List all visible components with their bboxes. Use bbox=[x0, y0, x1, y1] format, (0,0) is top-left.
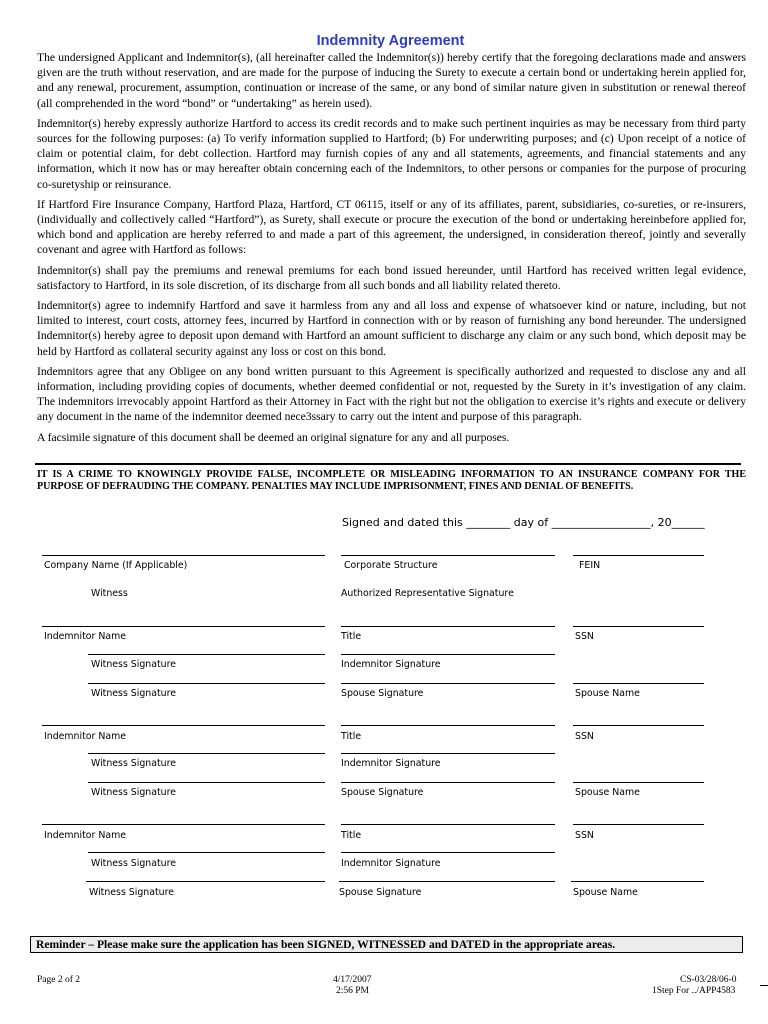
indemnitor3-name-label: Indemnitor Name bbox=[44, 830, 127, 841]
indemnitor1-witness-sig-line-1[interactable] bbox=[88, 654, 325, 655]
indemnitor1-spouse-sig-line[interactable] bbox=[341, 683, 555, 684]
paragraph-certification: The undersigned Applicant and Indemnitor(s), (all hereinafter called the Indemnitor(s)) hereby certify that the foregoing declarations made and answers given are the truth without reservation, and are made for the purpose of inducing the Surety to execute a certain bond or undertaking herein applied for, and any renewal, procurement, assumption, continuation or increase of the same, or any bond of similar nature given in substitution or renewal thereof (all comprehended in the word “bond” or “undertaking” as herein used). bbox=[37, 51, 746, 110]
indemnitor1-spouse-sig-label: Spouse Signature bbox=[341, 688, 424, 699]
indemnitor1-spouse-name-line[interactable] bbox=[573, 683, 704, 684]
indemnitor2-spouse-name-label: Spouse Name bbox=[575, 787, 640, 798]
paragraph-indemnify: Indemnitor(s) agree to indemnify Hartford and save it harmless from any and all loss and expense of whatsoever kind or nature, including, but not limited to interest, court costs, attorney fees, incurred by Hartford in connection with or by reason of furnishing any bond hereunder. The undersigned Indemnitor(s) hereby agree to deposit upon demand with Hartford an amount sufficient to discharge any claim or any such bond, which deposit may be held by Hartford as collateral security against any loss or cost on this bond. bbox=[37, 299, 746, 358]
paragraph-facsimile: A facsimile signature of this document shall be deemed an original signature for any and all purposes. bbox=[37, 430, 510, 444]
indemnitor3-ssn-label: SSN bbox=[575, 830, 594, 841]
indemnitor3-ssn-line[interactable] bbox=[573, 824, 704, 825]
reminder-box: Reminder – Please make sure the application has been SIGNED, WITNESSED and DATED in the appropriate areas. bbox=[30, 936, 743, 953]
indemnitor2-name-line[interactable] bbox=[42, 725, 325, 726]
authorized-rep-signature-label: Authorized Representative Signature bbox=[341, 588, 514, 599]
indemnitor1-witness-sig-label-1: Witness Signature bbox=[91, 659, 177, 670]
corporate-structure-label: Corporate Structure bbox=[344, 560, 438, 571]
paragraph-obligee: Indemnitors agree that any Obligee on any bond written pursuant to this Agreement is specifically authorized and requested to disclose any and all information, including providing copies of documents, whether deemed confidential or not, requested by the Surety in it’s investigation of any claim. The indemnitors irrevocably appoint Hartford as their Attorney in Fact with the right but not the obligation to exercise it’s rights and execute or delivery any document in the name of the indemnitor deemed nece3ssary to carry out the intent and purpose of this paragraph. bbox=[37, 364, 746, 424]
footer-time: 2:56 PM bbox=[336, 986, 369, 996]
footer-page-number: Page 2 of 2 bbox=[37, 975, 81, 985]
indemnitor3-title-line[interactable] bbox=[341, 824, 555, 825]
paragraph-premiums: Indemnitor(s) shall pay the premiums and renewal premiums for each bond issued hereunder, until Hartford has received written legal evidence, satisfactory to Hartford, in its sole discretion, of its discharge from all such bonds and all liability related thereto. bbox=[37, 263, 746, 292]
corporate-structure-line[interactable] bbox=[341, 555, 555, 556]
indemnitor1-title-label: Title bbox=[341, 631, 362, 642]
indemnitor1-indemnitor-sig-label: Indemnitor Signature bbox=[341, 659, 441, 670]
fein-label: FEIN bbox=[579, 560, 601, 571]
fein-line[interactable] bbox=[573, 555, 704, 556]
indemnitor1-witness-sig-label-2: Witness Signature bbox=[91, 688, 177, 699]
indemnitor3-title-label: Title bbox=[341, 830, 362, 841]
footer-date: 4/17/2007 bbox=[333, 975, 372, 985]
indemnitor2-spouse-sig-label: Spouse Signature bbox=[341, 787, 424, 798]
footer-form-code: CS-03/28/06-0 bbox=[680, 975, 737, 985]
indemnitor1-ssn-line[interactable] bbox=[573, 626, 704, 627]
footer-form-ref: 1Step For ../APP4583 bbox=[652, 986, 736, 996]
indemnitor2-spouse-sig-line[interactable] bbox=[341, 782, 555, 783]
paragraph-surety: If Hartford Fire Insurance Company, Hartford Plaza, Hartford, CT 06115, itself or any of its affiliates, parent, subsidiaries, co-sureties, or re-insurers, (individually and collectively called “Hartford”), as Surety, shall execute or procure the execution of the bond or undertaking hereinbefore applied for, which bond and application are hereby referred to and made a part of this agreement, the undersigned, in consideration thereof, jointly and severally covenant and agree with Hartford as follows: bbox=[37, 197, 746, 257]
indemnitor1-spouse-name-label: Spouse Name bbox=[575, 688, 640, 699]
indemnitor3-spouse-sig-label: Spouse Signature bbox=[339, 887, 422, 898]
indemnitor3-spouse-name-label: Spouse Name bbox=[573, 887, 638, 898]
witness-label: Witness bbox=[91, 588, 128, 599]
indemnitor2-indemnitor-sig-label: Indemnitor Signature bbox=[341, 758, 441, 769]
indemnitor2-title-line[interactable] bbox=[341, 725, 555, 726]
company-name-label: Company Name (If Applicable) bbox=[44, 560, 188, 571]
section-divider bbox=[35, 463, 741, 465]
agreement-body bbox=[37, 50, 746, 450]
indemnitor2-ssn-line[interactable] bbox=[573, 725, 704, 726]
indemnitor2-witness-sig-line-1[interactable] bbox=[88, 753, 325, 754]
indemnitor1-indemnitor-sig-line[interactable] bbox=[341, 654, 555, 655]
indemnitor2-witness-sig-line-2[interactable] bbox=[88, 782, 325, 783]
indemnitor3-spouse-sig-line[interactable] bbox=[339, 881, 555, 882]
indemnitor2-name-label: Indemnitor Name bbox=[44, 731, 127, 742]
paragraph-credit-authorization: Indemnitor(s) hereby expressly authorize Hartford to access its credit records and to make such pertinent inquiries as may be necessary from third party sources for the following purposes: (a) To verify information supplied to Hartford; (b) For underwriting purposes; and (c) Upon receipt of a notice of claim or potential claim, for debt collection. Hartford may furnish copies of any and all statements, agreements, and financial statements and any information, which it now has or may hereafter obtain concerning each of the Indemnitors, to other persons or companies for the purpose of procuring co-suretyship or reinsurance. bbox=[37, 116, 746, 191]
indemnitor2-spouse-name-line[interactable] bbox=[573, 782, 704, 783]
indemnitor3-witness-sig-label-1: Witness Signature bbox=[91, 858, 177, 869]
indemnitor2-indemnitor-sig-line[interactable] bbox=[341, 753, 555, 754]
indemnitor2-ssn-label: SSN bbox=[575, 731, 594, 742]
indemnitor2-title-label: Title bbox=[341, 731, 362, 742]
indemnitor1-ssn-label: SSN bbox=[575, 631, 594, 642]
indemnitor3-name-line[interactable] bbox=[42, 824, 325, 825]
indemnitor1-witness-sig-line-2[interactable] bbox=[88, 683, 325, 684]
indemnitor3-indemnitor-sig-label: Indemnitor Signature bbox=[341, 858, 441, 869]
margin-tick-mark bbox=[760, 985, 768, 986]
indemnitor2-witness-sig-label-1: Witness Signature bbox=[91, 758, 177, 769]
indemnitor3-witness-sig-line-2[interactable] bbox=[86, 881, 325, 882]
signed-dated-line[interactable]: Signed and dated this ________ day of __________________, 20______ bbox=[342, 516, 705, 529]
indemnitor1-title-line[interactable] bbox=[341, 626, 555, 627]
indemnitor3-spouse-name-line[interactable] bbox=[571, 881, 704, 882]
fraud-warning: IT IS A CRIME TO KNOWINGLY PROVIDE FALSE, INCOMPLETE OR MISLEADING INFORMATION TO AN INSURANCE COMPANY FOR THE PURPOSE OF DEFRAUDING THE COMPANY. PENALTIES MAY INCLUDE IMPRISONMENT, FINES AND DENIAL OF BENEFITS. bbox=[37, 469, 746, 493]
indemnitor1-name-line[interactable] bbox=[42, 626, 325, 627]
indemnitor2-witness-sig-label-2: Witness Signature bbox=[91, 787, 177, 798]
company-name-line[interactable] bbox=[42, 555, 325, 556]
indemnitor3-witness-sig-line-1[interactable] bbox=[88, 852, 325, 853]
indemnitor3-witness-sig-label-2: Witness Signature bbox=[89, 887, 175, 898]
indemnitor3-indemnitor-sig-line[interactable] bbox=[341, 852, 555, 853]
page-title: Indemnity Agreement bbox=[316, 33, 465, 49]
indemnitor1-name-label: Indemnitor Name bbox=[44, 631, 127, 642]
